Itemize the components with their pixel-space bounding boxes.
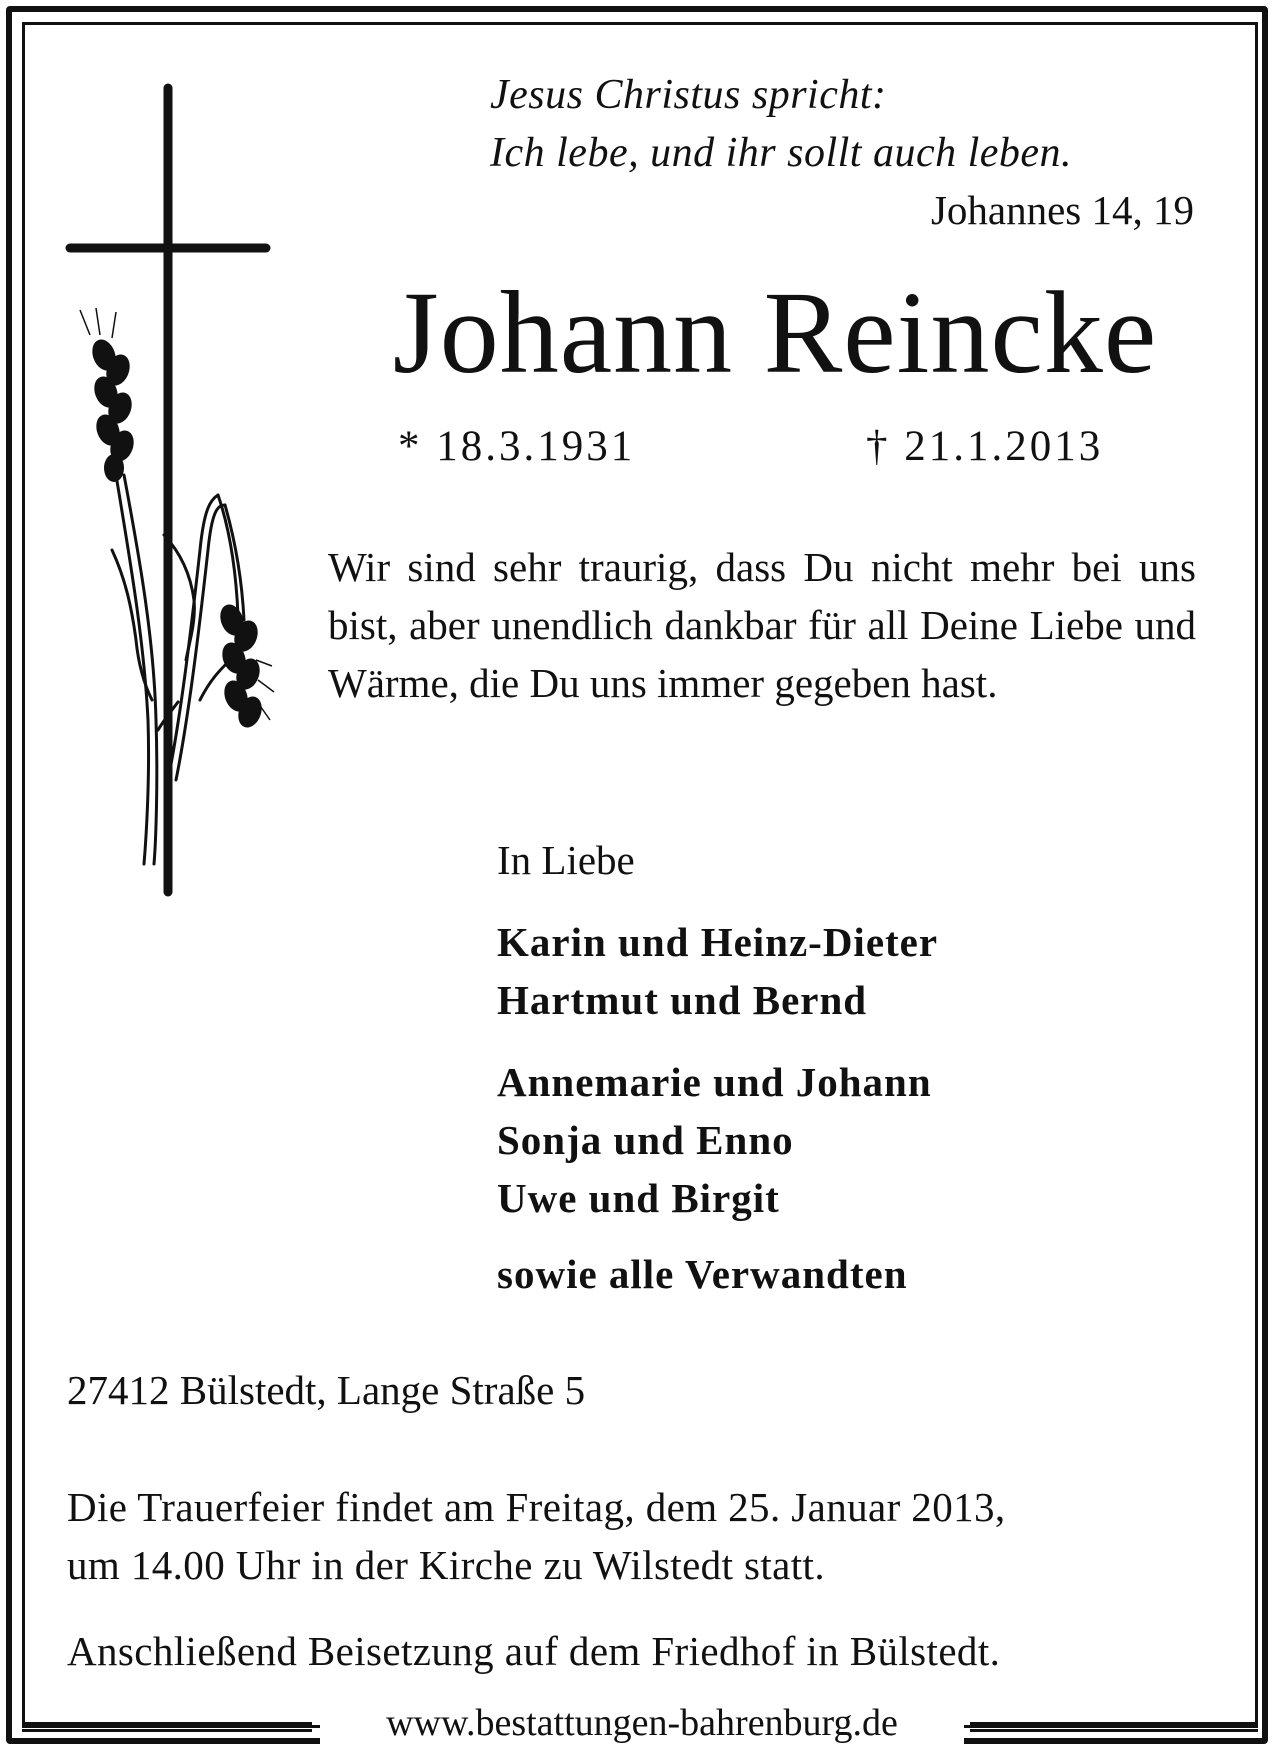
mourners-group-1 bbox=[497, 913, 938, 1029]
ceremony-info bbox=[67, 1478, 1006, 1594]
address: 27412 Bülstedt, Lange Straße 5 bbox=[67, 1367, 586, 1413]
ceremony-line-2: um 14.00 Uhr in der Kirche zu Wilstedt statt. bbox=[67, 1542, 826, 1588]
footer-rule-right bbox=[970, 1722, 1258, 1732]
footer-rule-left bbox=[22, 1722, 312, 1732]
ceremony-line-1: Die Trauerfeier findet am Freitag, dem 25. Januar 2013, bbox=[67, 1484, 1006, 1530]
condolence-message: Wir sind sehr traurig, dass Du nicht mehr bei uns bist, aber unendlich dankbar für all Deine Liebe und Wärme, die Du uns immer gegeben hast. bbox=[328, 544, 1196, 706]
mourner-line: Annemarie und Johann bbox=[497, 1059, 932, 1105]
burial-info: Anschließend Beisetzung auf dem Friedhof in Bülstedt. bbox=[67, 1628, 1001, 1674]
verse-line-1: Jesus Christus spricht: bbox=[490, 72, 887, 118]
mourner-line: sowie alle Verwandten bbox=[497, 1251, 908, 1297]
mourner-line: Hartmut und Bernd bbox=[497, 977, 868, 1023]
mourners-group-2 bbox=[497, 1053, 932, 1227]
mourner-line: Sonja und Enno bbox=[497, 1117, 794, 1163]
footer-website-link[interactable]: www.bestattungen-bahrenburg.de bbox=[320, 1700, 964, 1746]
signoff: In Liebe bbox=[497, 837, 635, 883]
verse-reference: Johannes 14, 19 bbox=[930, 187, 1194, 233]
cross-with-wheat-icon bbox=[60, 80, 290, 900]
bible-verse bbox=[490, 66, 1072, 182]
mourner-line: Uwe und Birgit bbox=[497, 1175, 780, 1221]
verse-line-2: Ich lebe, und ihr sollt auch leben. bbox=[490, 130, 1073, 176]
deceased-name: Johann Reincke bbox=[392, 267, 1158, 398]
birth-date: * 18.3.1931 bbox=[398, 423, 636, 470]
mourners-group-3 bbox=[497, 1245, 908, 1303]
death-date: † 21.1.2013 bbox=[866, 423, 1104, 470]
mourner-line: Karin und Heinz-Dieter bbox=[497, 919, 939, 965]
